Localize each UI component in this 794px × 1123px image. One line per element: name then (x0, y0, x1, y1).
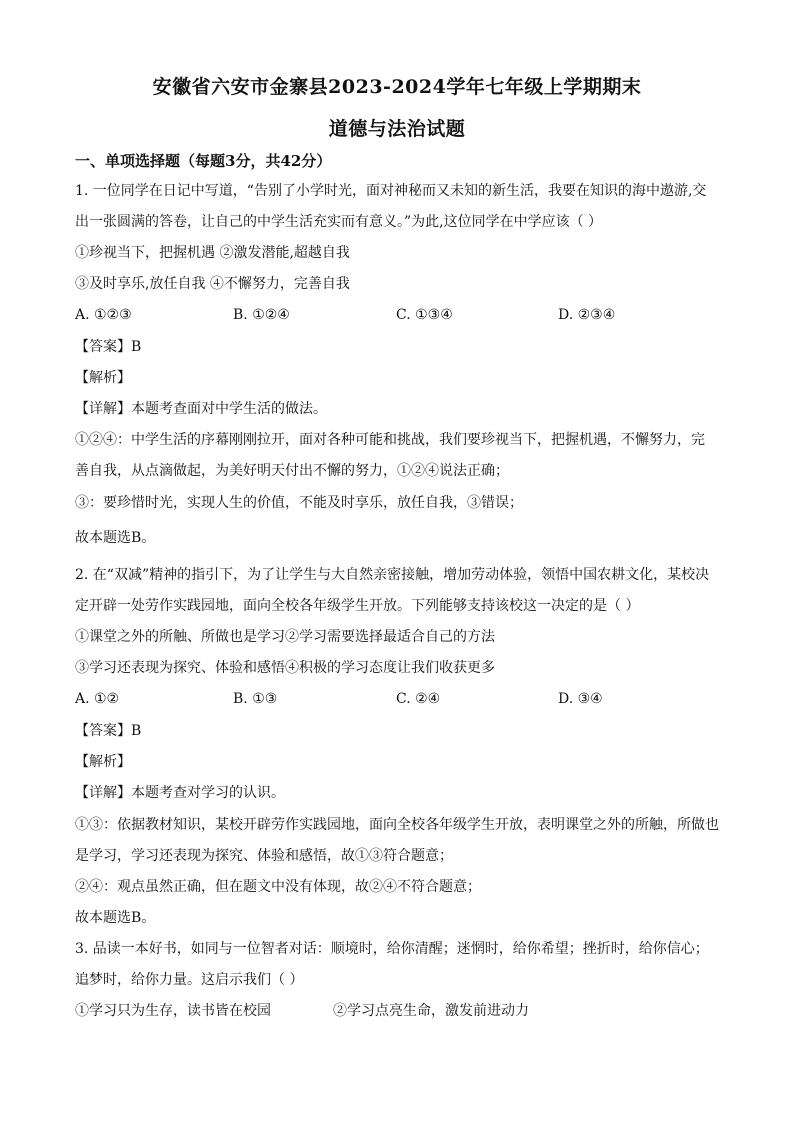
q1-stem-line2: 出一张圆满的答卷，让自己的中学生活充实而有意义。”为此,这位同学在中学应该（ ） (75, 214, 603, 230)
q1-detail-line4: ③：要珍惜时光，实现人生的价值，不能及时享乐，放任自我，③错误； (75, 495, 523, 511)
q3-stem-line1: 3. 品读一本好书，如同与一位智者对话：顺境时，给你清醒；迷惘时，给你希望；挫折时，给你信心； (75, 941, 709, 957)
q1-option-c: C. ①③④ (396, 307, 453, 323)
q2-statements-line2: ③学习还表现为探究、体验和感悟④积极的学习态度让我们收获更多 (75, 660, 495, 676)
q1-detail-line3: 善自我，从点滴做起，为美好明天付出不懈的努力，①②④说法正确； (75, 463, 509, 479)
q1-option-d: D. ②③④ (558, 307, 616, 323)
q3-statement-a: ①学习只为生存，读书皆在校园 (75, 1003, 271, 1019)
section-heading: 一、单项选择题（每题3分，共42分） (75, 152, 332, 170)
q2-detail-line4: ②④：观点虽然正确，但在题文中没有体现，故②④不符合题意； (75, 879, 481, 895)
q2-detail-line1: 【详解】本题考查对学习的认识。 (75, 785, 285, 801)
q1-statements-line2: ③及时享乐,放任自我 ④不懈努力，完善自我 (75, 276, 350, 292)
q1-answer: 【答案】B (75, 339, 142, 355)
q2-answer: 【答案】B (75, 723, 142, 739)
q1-statements-line1: ①珍视当下，把握机遇 ②激发潜能,超越自我 (75, 245, 350, 261)
q2-option-c: C. ②④ (396, 691, 441, 707)
q2-option-d: D. ③④ (558, 691, 603, 707)
q2-analysis-label: 【解析】 (75, 754, 131, 770)
q2-stem-line1: 2. 在“双减”精神的指引下，为了让学生与大自然亲密接触，增加劳动体验，领悟中国农耕文化，某校决 (75, 567, 710, 583)
document-title-line1: 安徽省六安市金寨县2023-2024学年七年级上学期期末 (152, 76, 642, 98)
q1-stem-line1: 1. 一位同学在日记中写道，“告别了小学时光，面对神秘而又未知的新生活，我要在知识的海中遨游,交 (75, 183, 707, 199)
q1-analysis-label: 【解析】 (75, 370, 131, 386)
q2-stem-line2: 定开辟一处劳作实践园地，面向全校各年级学生开放。下列能够支持该校这一决定的是（ ） (75, 598, 640, 614)
q2-detail-line2: ①③：依据教材知识，某校开辟劳作实践园地，面向全校各年级学生开放，表明课堂之外的所触，所做也 (75, 817, 719, 833)
q1-detail-line2: ①②④：中学生活的序幕刚刚拉开，面对各种可能和挑战，我们要珍视当下，把握机遇，不懈努力，完 (75, 432, 705, 448)
q1-option-b: B. ①②④ (233, 307, 290, 323)
q3-statement-b: ②学习点亮生命，激发前进动力 (333, 1003, 529, 1019)
q2-detail-line3: 是学习，学习还表现为探究、体验和感悟，故①③符合题意； (75, 848, 453, 864)
q2-statements-line1: ①课堂之外的所触、所做也是学习②学习需要选择最适合自己的方法 (75, 629, 495, 645)
q2-option-b: B. ①③ (233, 691, 278, 707)
q2-option-a: A. ①② (75, 691, 120, 707)
q1-option-a: A. ①②③ (75, 307, 132, 323)
q1-detail-line1: 【详解】本题考查面对中学生活的做法。 (75, 401, 327, 417)
q3-stem-line2: 追梦时，给你力量。这启示我们（ ） (75, 972, 304, 988)
q1-conclusion: 故本题选B。 (75, 530, 156, 546)
q2-conclusion: 故本题选B。 (75, 910, 156, 926)
document-title-line2: 道德与法治试题 (328, 118, 466, 140)
